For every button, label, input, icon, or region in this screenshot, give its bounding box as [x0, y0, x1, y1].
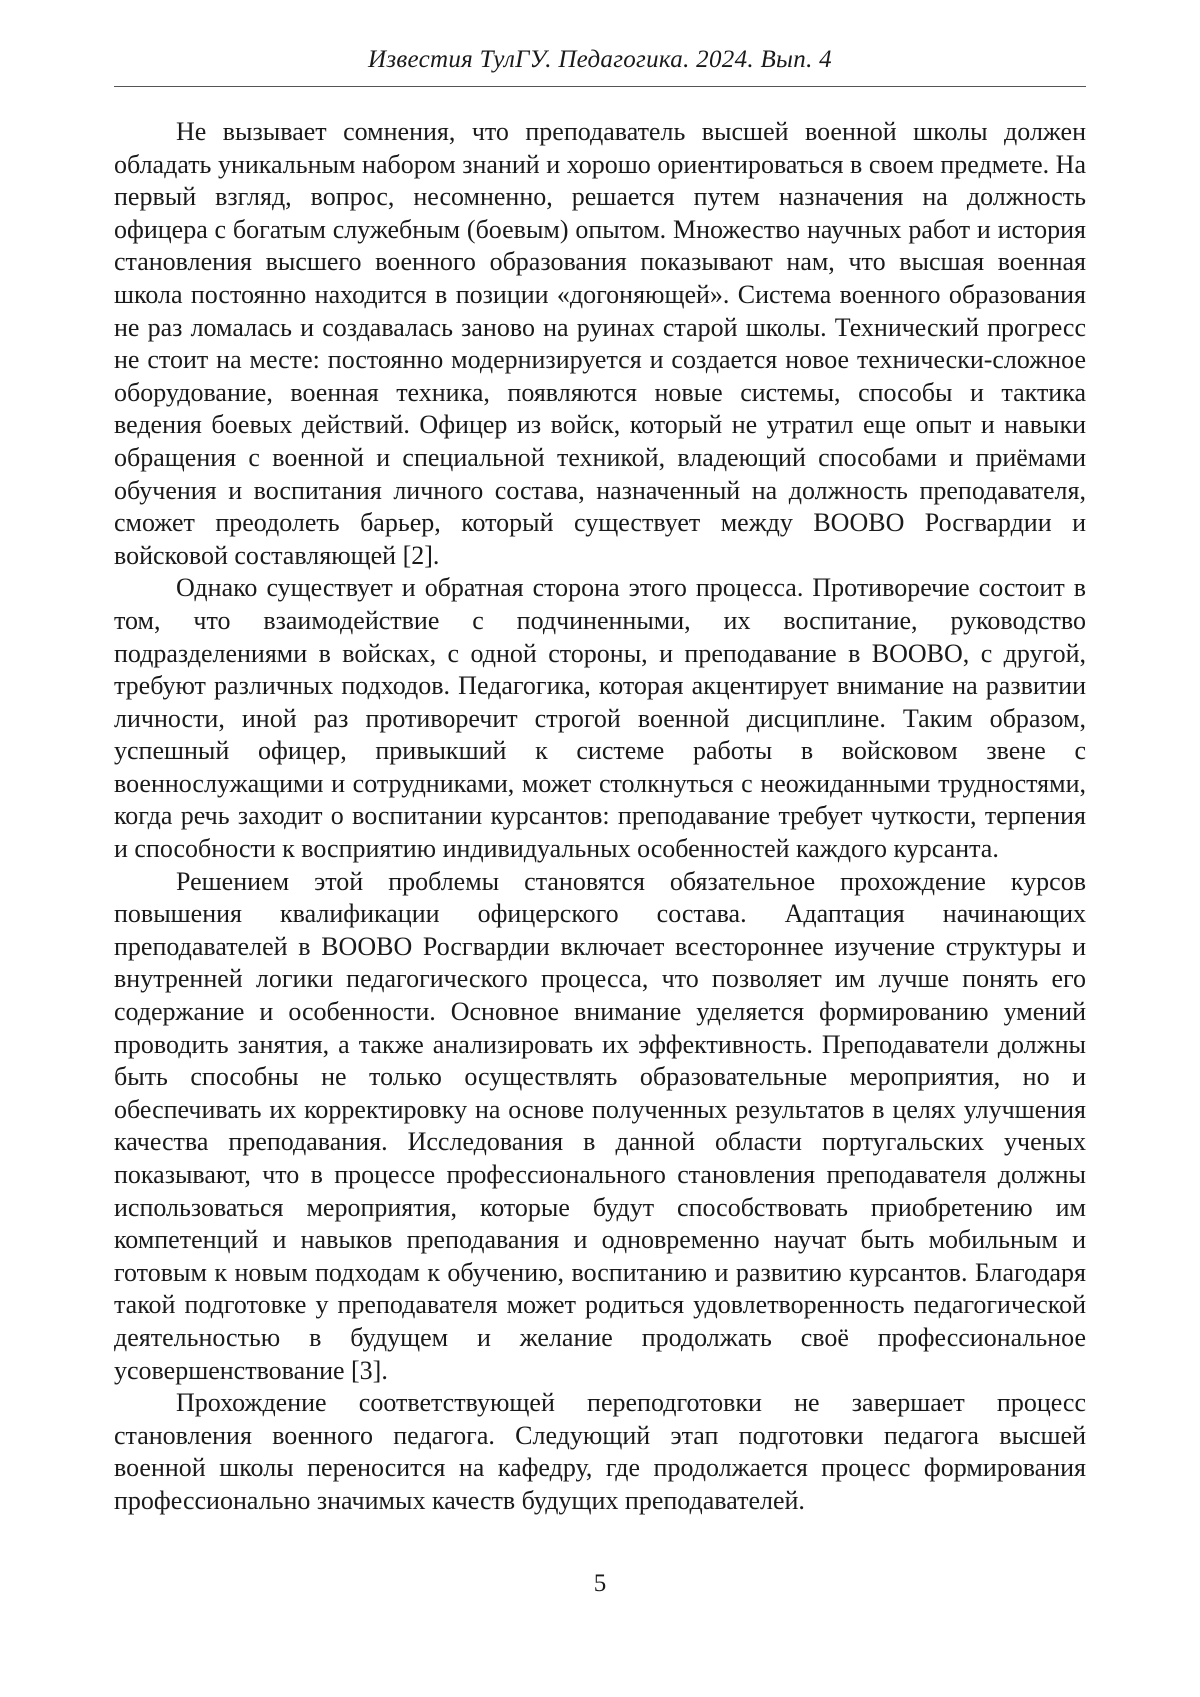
header-divider	[114, 86, 1086, 87]
paragraph-2: Однако существует и обратная сторона этого процесса. Противоречие состоит в том, что взаимодействие с подчиненными, их воспитание, руководство подразделениями в войсках, с одной стороны, и преподавание в ВООВО, с другой, требуют различных подходов. Педагогика, которая акцентирует внимание на развитии личности, иной раз противоречит строгой военной дисциплине. Таким образом, успешный офицер, привыкший к системе работы в войсковом звене с военнослужащими и сотрудниками, может столкнуться с неожиданными трудностями, когда речь заходит о воспитании курсантов: преподавание требует чуткости, терпения и способности к восприятию индивидуальных особенностей каждого курсанта.	[114, 573, 1086, 864]
paragraph-1: Не вызывает сомнения, что преподаватель высшей военной школы должен обладать уникальным набором знаний и хорошо ориентироваться в своем предмете. На первый взгляд, вопрос, несомненно, решается путем назначения на должность офицера с богатым служебным (боевым) опытом. Множество научных работ и история становления высшего военного образования показывают нам, что высшая военная школа постоянно находится в позиции «догоняющей». Система военного образования не раз ломалась и создавалась заново на руинах старой школы. Технический прогресс не стоит на месте: постоянно модернизируется и создается новое технически-сложное оборудование, военная техника, появляются новые системы, способы и тактика ведения боевых действий. Офицер из войск, который не утратил еще опыт и навыки обращения с военной и специальной техникой, владеющий способами и приёмами обучения и воспитания личного состава, назначенный на должность преподавателя, сможет преодолеть барьер, который существует между ВООВО Росгвардии и войсковой составляющей [2].	[114, 117, 1086, 570]
page-number: 5	[593, 1570, 607, 1597]
paragraph-3: Решением этой проблемы становятся обязательное прохождение курсов повышения квалификации офицерского состава. Адаптация начинающих преподавателей в ВООВО Росгвардии включает всестороннее изучение структуры и внутренней логики педагогического процесса, что позволяет им лучше понять его содержание и особенности. Основное внимание уделяется формированию умений проводить занятия, а также анализировать их эффективность. Преподаватели должны быть способны не только осуществлять образовательные мероприятия, но и обеспечивать их корректировку на основе полученных результатов в целях улучшения качества преподавания. Исследования в данной области португальских ученых показывают, что в процессе профессионального становления преподавателя должны использоваться мероприятия, которые будут способствовать приобретению им компетенций и навыков преподавания и одновременно научат быть мобильным и готовым к новым подходам к обучению, воспитанию и развитию курсантов. Благодаря такой подготовке у преподавателя может родиться удовлетворенность педагогической деятельностью в будущем и желание продолжать своё профессиональное усовершенствование [3].	[114, 866, 1086, 1385]
paragraph-4: Прохождение соответствующей переподготовки не завершает процесс становления военного педагога. Следующий этап подготовки педагога высшей военной школы переносится на кафедру, где продолжается процесс формирования профессионально значимых качеств будущих преподавателей.	[114, 1388, 1086, 1515]
running-header: Известия ТулГУ. Педагогика. 2024. Вып. 4	[367, 46, 832, 73]
article-body	[114, 116, 1086, 1518]
